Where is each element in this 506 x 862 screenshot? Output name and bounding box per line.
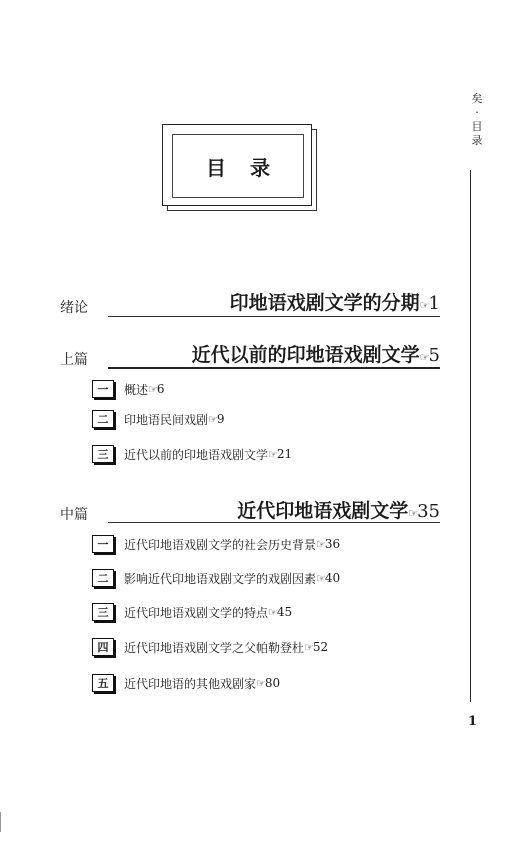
section-rule — [108, 522, 440, 523]
entry-title: 影响近代印地语戏剧文学的戏剧因素 — [124, 571, 317, 586]
section-page: 1 — [428, 293, 440, 314]
title-box — [172, 134, 304, 198]
entry-page: 21 — [276, 447, 293, 461]
section-rule — [108, 316, 440, 317]
pointer-hand-icon: ☞ — [419, 351, 429, 364]
pointer-hand-icon: ☞ — [256, 676, 265, 690]
entry-page: 45 — [276, 605, 293, 619]
entry-title: 近代以前的印地语戏剧文学 — [124, 447, 269, 462]
pointer-hand-icon: ☞ — [268, 447, 277, 461]
section-label-middle: 中篇 — [60, 507, 88, 523]
section-title-text: 印地语戏剧文学的分期 — [229, 292, 420, 314]
toc-entry[interactable] — [92, 535, 340, 553]
page-number: 1 — [468, 714, 478, 729]
pointer-hand-icon: ☞ — [304, 640, 313, 654]
chapter-number-box: 五 — [92, 674, 114, 692]
section-title-upper[interactable] — [192, 340, 440, 367]
section-title-middle[interactable] — [237, 496, 440, 523]
entry-page: 80 — [264, 676, 281, 690]
section-title-text: 近代以前的印地语戏剧文学 — [191, 344, 420, 366]
chapter-number-box: 三 — [92, 445, 114, 463]
pointer-hand-icon: ☞ — [408, 507, 418, 520]
entry-page: 52 — [312, 640, 329, 654]
chapter-number-box: 一 — [92, 535, 114, 553]
pointer-hand-icon: ☞ — [316, 537, 325, 551]
chapter-number-box: 二 — [92, 569, 114, 587]
entry-title: 近代印地语戏剧文学的特点 — [124, 605, 269, 620]
margin-rule — [470, 170, 471, 702]
entry-title: 近代印地语戏剧文学的社会历史背景 — [124, 537, 317, 552]
section-rule — [108, 367, 440, 369]
section-label-upper: 上篇 — [60, 352, 88, 368]
section-label-intro: 绪论 — [60, 300, 88, 316]
toc-entry[interactable] — [92, 674, 280, 692]
section-page: 35 — [417, 501, 440, 522]
page-title: 目录 — [206, 155, 294, 180]
chapter-number-box: 四 — [92, 638, 114, 656]
toc-entry[interactable] — [92, 445, 292, 463]
entry-page: 9 — [216, 412, 225, 426]
section-title-intro[interactable] — [230, 288, 440, 315]
pointer-hand-icon: ☞ — [419, 299, 429, 312]
chapter-number-box: 二 — [92, 410, 114, 428]
pointer-hand-icon: ☞ — [268, 605, 277, 619]
toc-entry[interactable] — [92, 638, 328, 656]
toc-entry[interactable] — [92, 410, 225, 428]
entry-title: 近代印地语戏剧文学之父帕勒登杜 — [124, 640, 305, 655]
pointer-hand-icon: ☞ — [208, 412, 217, 426]
pointer-hand-icon: ☞ — [148, 382, 157, 396]
running-header: 矣·目录 — [471, 92, 483, 147]
scan-edge-mark — [0, 812, 1, 832]
chapter-number-box: 三 — [92, 603, 114, 621]
section-title-text: 近代印地语戏剧文学 — [237, 500, 409, 522]
pointer-hand-icon: ☞ — [316, 571, 325, 585]
toc-entry[interactable] — [92, 603, 292, 621]
section-page: 5 — [428, 345, 440, 366]
toc-entry[interactable] — [92, 569, 340, 587]
entry-title: 印地语民间戏剧 — [124, 412, 209, 427]
entry-title: 概述 — [124, 382, 149, 397]
toc-entry[interactable] — [92, 380, 165, 398]
entry-page: 36 — [324, 537, 341, 551]
entry-page: 6 — [156, 382, 165, 396]
chapter-number-box: 一 — [92, 380, 114, 398]
entry-page: 40 — [324, 571, 341, 585]
entry-title: 近代印地语的其他戏剧家 — [124, 676, 257, 691]
